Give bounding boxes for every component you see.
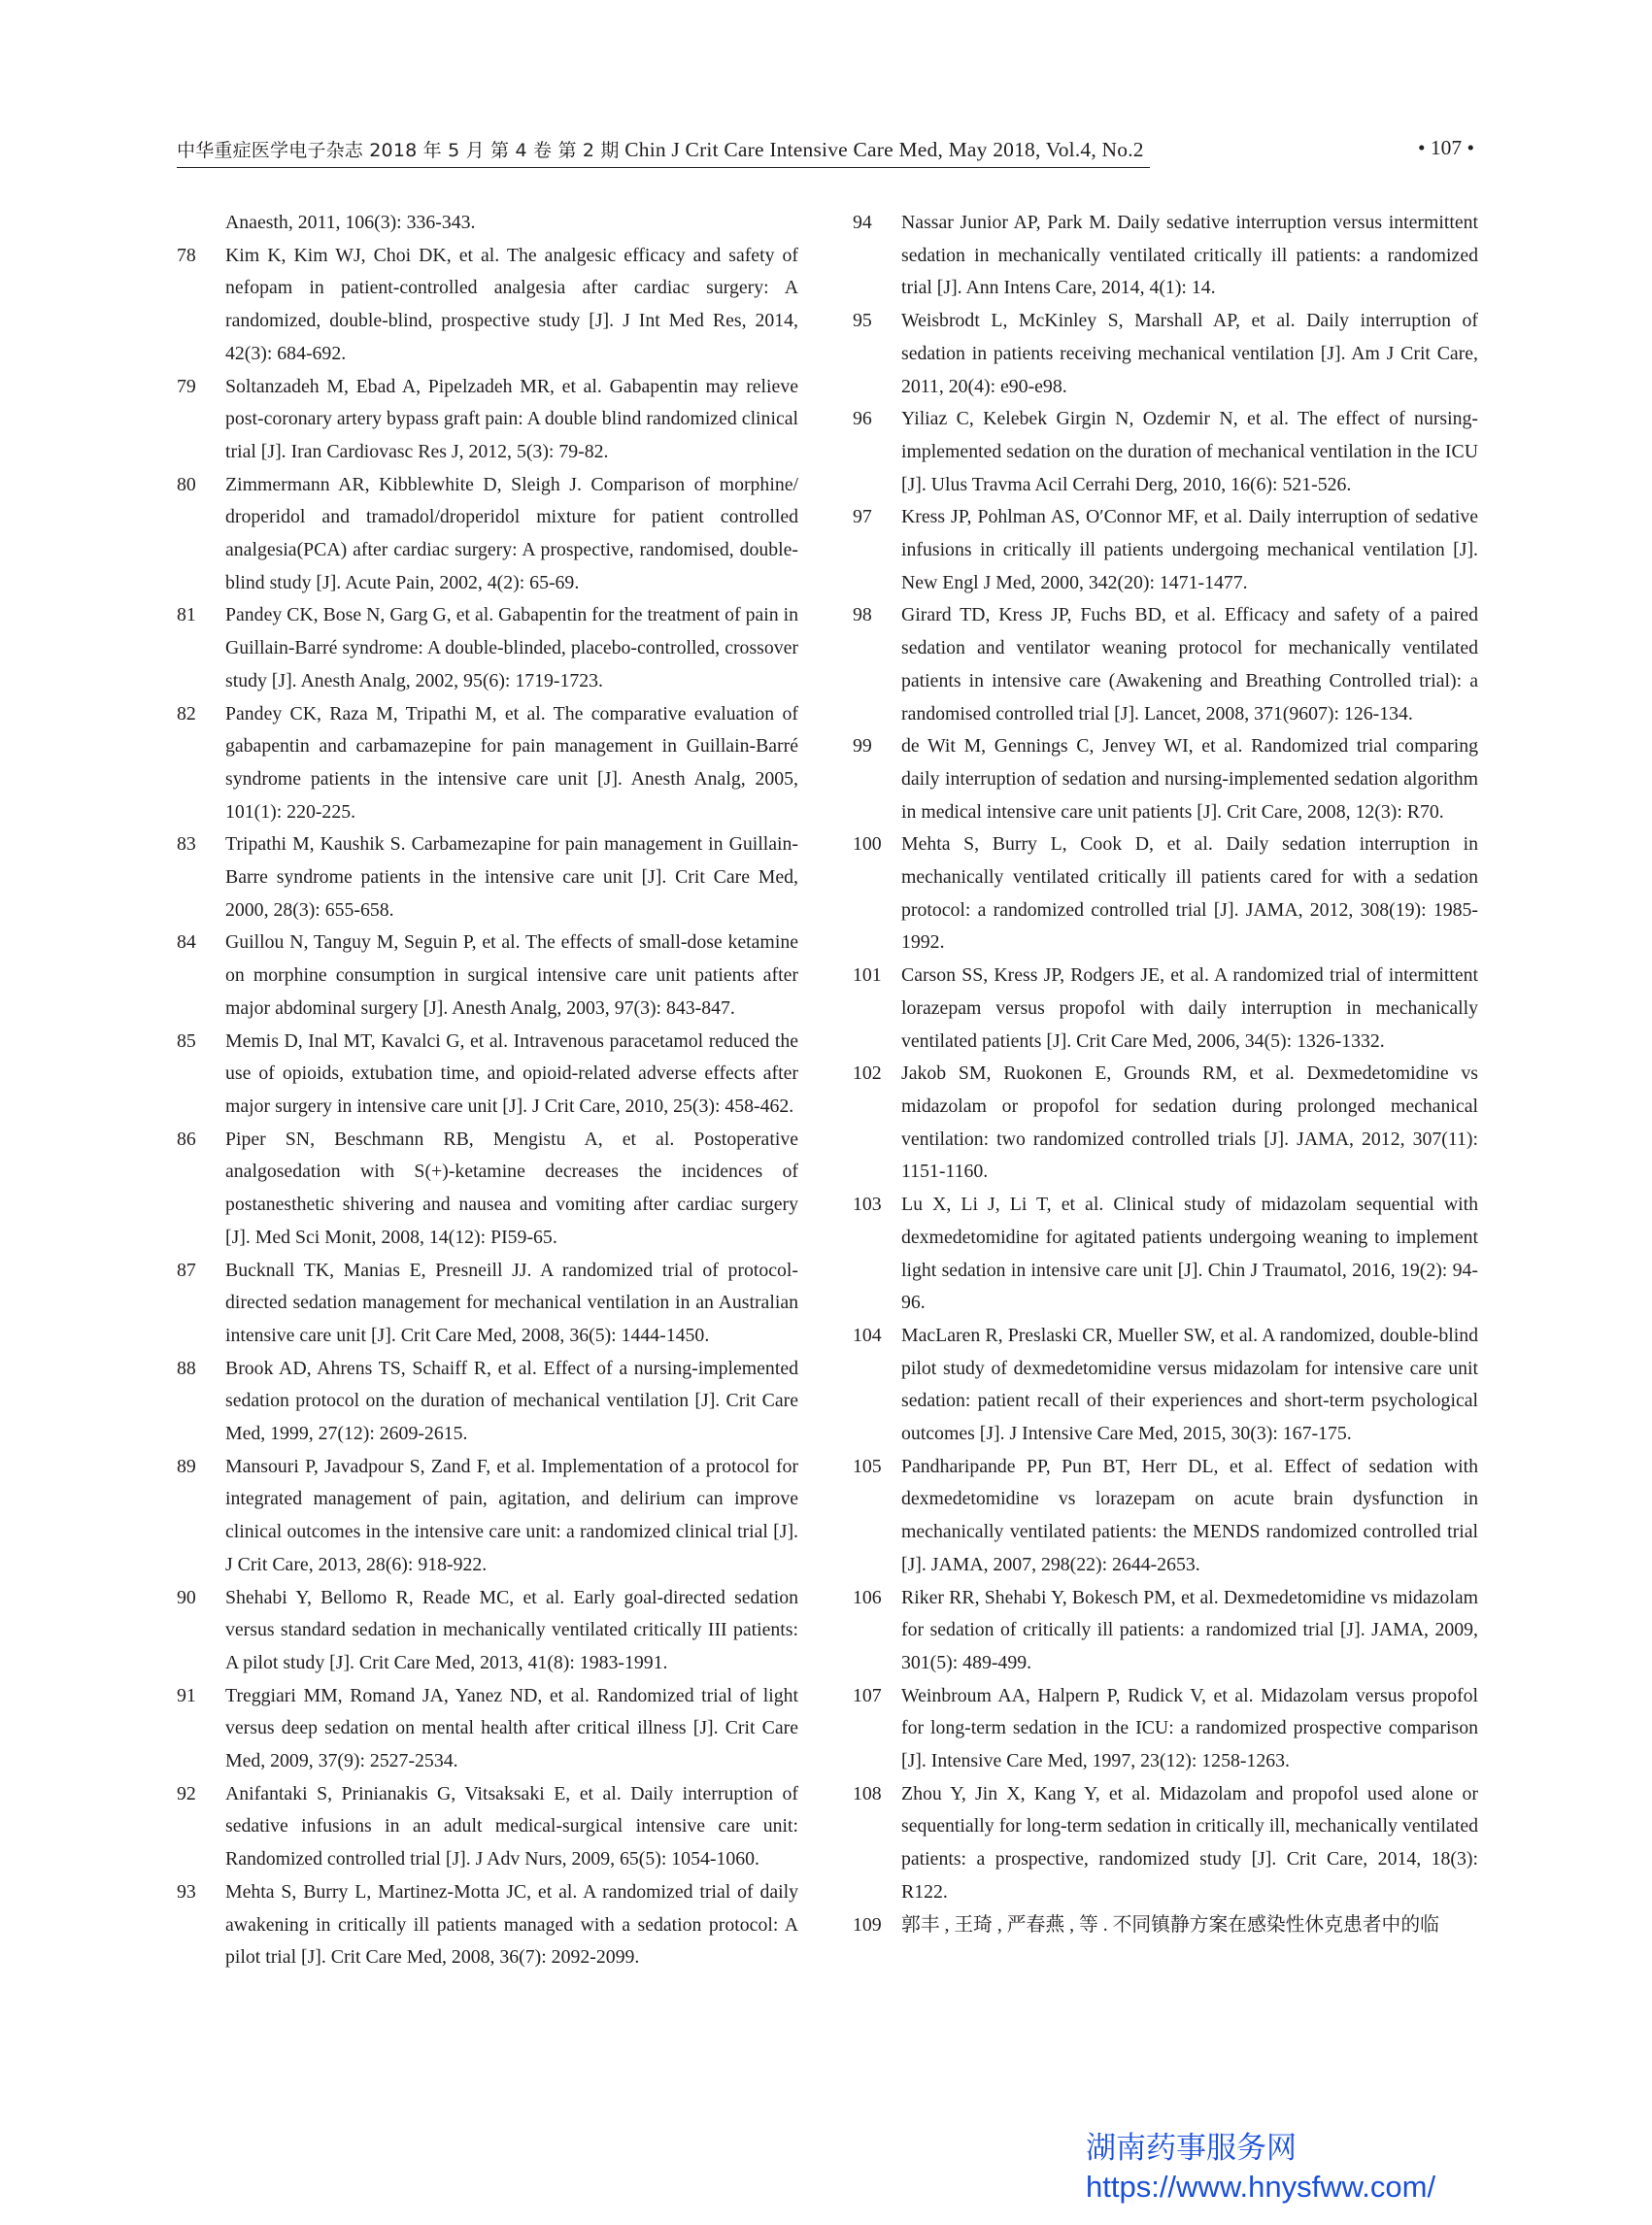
- reference-text: Girard TD, Kress JP, Fuchs BD, et al. Efficacy and safety of a paired sedation and ventilator weaning protocol for mechanically ventilated patients in intensive care (Awakening and Breathing Controlled trial): a randomised controlled trial [J]. Lancet, 2008, 371(9607): 126-134.: [901, 604, 1478, 725]
- reference-number: 87: [177, 1259, 196, 1281]
- page-number: • 107 •: [1417, 136, 1474, 159]
- reference-text: Yiliaz C, Kelebek Girgin N, Ozdemir N, et al. The effect of nursing-implemented sedation on the duration of mechanical ventilation in the ICU [J]. Ulus Travma Acil Cerrahi Derg, 2010, 16(6): 521-526.: [901, 408, 1478, 495]
- reference-item: [177, 1680, 798, 1778]
- journal-citation: [177, 136, 1144, 162]
- reference-item: [177, 1451, 798, 1582]
- reference-number: 85: [177, 1029, 196, 1052]
- reference-text: Lu X, Li J, Li T, et al. Clinical study of midazolam sequential with dexmedetomidine for agitated patients undergoing weaning to implement light sedation in intensive care unit [J]. Chin J Traumatol, 2016, 19(2): 94-96.: [901, 1194, 1478, 1314]
- reference-number: 94: [853, 212, 872, 233]
- reference-text: de Wit M, Gennings C, Jenvey WI, et al. Randomized trial comparing daily interruption of sedation and nursing-implemented sedation algorithm in medical intensive care unit patients [J]. Crit Care, 2008, 12(3): R70.: [901, 735, 1478, 823]
- reference-text: Weisbrodt L, McKinley S, Marshall AP, et al. Daily interruption of sedation in patients receiving mechanical ventilation [J]. Am J Crit Care, 2011, 20(4): e90-e98.: [901, 310, 1478, 397]
- reference-number: 84: [177, 931, 196, 954]
- reference-number: 78: [177, 244, 196, 266]
- reference-number: 102: [853, 1062, 882, 1085]
- reference-text: Riker RR, Shehabi Y, Bokesch PM, et al. Dexmedetomidine vs midazolam for sedation of critically ill patients: a randomized trial [J]. JAMA, 2009, 301(5): 489-499.: [901, 1586, 1478, 1673]
- reference-text: Anifantaki S, Prinianakis G, Vitsaksaki E, et al. Daily interruption of sedative infusions in an adult medical-surgical intensive care unit: Randomized controlled trial [J]. J Adv Nurs, 2009, 65(5): 1054-1060.: [225, 1782, 798, 1871]
- reference-text: MacLaren R, Preslaski CR, Mueller SW, et al. A randomized, double-blind pilot study of dexmedetomidine versus midazolam for intensive care unit sedation: patient recall of their experiences and short-term psychological outcomes [J]. J Intensive Care Med, 2015, 30(3): 167-175.: [901, 1324, 1478, 1445]
- reference-item: [853, 403, 1478, 501]
- reference-text: Soltanzadeh M, Ebad A, Pipelzadeh MR, et al. Gabapentin may relieve post-coronary artery bypass graft pain: A double blind randomized clinical trial [J]. Iran Cardiovasc Res J, 2012, 5(3): 79-82.: [225, 375, 798, 462]
- references-column-left: [177, 207, 798, 1974]
- reference-text: Carson SS, Kress JP, Rodgers JE, et al. A randomized trial of intermittent lorazepam versus propofol with daily interruption in mechanically ventilated patients [J]. Crit Care Med, 2006, 34(5): 1326-1332.: [901, 964, 1478, 1052]
- reference-number: 88: [177, 1357, 196, 1379]
- reference-item: [853, 730, 1478, 828]
- reference-number: 83: [177, 833, 196, 856]
- reference-number: 86: [177, 1128, 196, 1150]
- reference-number: 82: [177, 702, 196, 725]
- reference-number: 80: [177, 473, 196, 495]
- reference-text: Pandey CK, Raza M, Tripathi M, et al. The comparative evaluation of gabapentin and carbamazepine for pain management in Guillain-Barré syndrome patients in the intensive care unit [J]. Anesth Analg, 2005, 101(1): 220-225.: [225, 702, 798, 823]
- reference-number: 79: [177, 375, 196, 397]
- reference-number: 108: [853, 1782, 882, 1804]
- reference-number: 99: [853, 735, 872, 758]
- reference-item: [177, 371, 798, 469]
- reference-text: Kim K, Kim WJ, Choi DK, et al. The analgesic efficacy and safety of nefopam in patient-controlled analgesia after cardiac surgery: A randomized, double-blind, prospective study [J]. J Int Med Res, 2014, 42(3): 684-692.: [225, 244, 798, 364]
- reference-item: [853, 1320, 1478, 1451]
- reference-item: [853, 1680, 1478, 1778]
- reference-text: Zimmermann AR, Kibblewhite D, Sleigh J. Comparison of morphine/ droperidol and tramadol/droperidol mixture for patient controlled analgesia(PCA) after cardiac surgery: A prospective, randomised, double-blind study [J]. Acute Pain, 2002, 4(2): 65-69.: [225, 473, 798, 593]
- reference-text: Pandey CK, Bose N, Garg G, et al. Gabapentin for the treatment of pain in Guillain-Barré syndrome: A double-blinded, placebo-controlled, crossover study [J]. Anesth Analg, 2002, 95(6): 1719-1723.: [225, 604, 798, 691]
- reference-item: [177, 599, 798, 697]
- reference-text: Treggiari MM, Romand JA, Yanez ND, et al. Randomized trial of light versus deep sedation on mental health after critical illness [J]. Crit Care Med, 2009, 37(9): 2527-2534.: [225, 1684, 798, 1772]
- reference-item: [177, 698, 798, 829]
- reference-item: [853, 305, 1478, 403]
- reference-item: [853, 1778, 1478, 1909]
- reference-text: Bucknall TK, Manias E, Presneill JJ. A randomized trial of protocol-directed sedation management for mechanical ventilation in an Australian intensive care unit [J]. Crit Care Med, 2008, 36(5): 1444-1450.: [225, 1259, 798, 1346]
- reference-item: [853, 1582, 1478, 1680]
- header-rule: [177, 167, 1150, 168]
- reference-item: [853, 1909, 1478, 1942]
- reference-item: [177, 1876, 798, 1974]
- journal-citation-zh: 中华重症医学电子杂志 2018 年 5 月 第 4 卷 第 2 期: [177, 140, 620, 161]
- reference-text: Nassar Junior AP, Park M. Daily sedative interruption versus intermittent sedation in mechanically ventilated critically ill patients: a randomized trial [J]. Ann Intens Care, 2014, 4(1): 14.: [901, 212, 1478, 299]
- reference-item: [853, 599, 1478, 730]
- reference-number: 97: [853, 506, 872, 528]
- reference-item: [853, 1189, 1478, 1320]
- reference-text: Memis D, Inal MT, Kavalci G, et al. Intravenous paracetamol reduced the use of opioids, extubation time, and opioid-related adverse effects after major surgery in intensive care unit [J]. J Crit Care, 2010, 25(3): 458-462.: [225, 1029, 798, 1117]
- reference-item: [853, 1058, 1478, 1189]
- reference-text: Pandharipande PP, Pun BT, Herr DL, et al. Effect of sedation with dexmedetomidine vs lorazepam on acute brain dysfunction in mechanically ventilated patients: the MENDS randomized controlled trial [J]. JAMA, 2007, 298(22): 2644-2653.: [901, 1455, 1478, 1575]
- reference-number: 107: [853, 1684, 882, 1706]
- reference-number: 92: [177, 1782, 196, 1804]
- reference-number: 81: [177, 604, 196, 626]
- reference-item: [177, 1353, 798, 1451]
- reference-number: 89: [177, 1455, 196, 1477]
- reference-item: [853, 828, 1478, 960]
- reference-item: [853, 207, 1478, 305]
- reference-text: Shehabi Y, Bellomo R, Reade MC, et al. Early goal-directed sedation versus standard sedation in mechanically ventilated critically III patients: A pilot study [J]. Crit Care Med, 2013, 41(8): 1983-1991.: [225, 1586, 798, 1673]
- reference-number: 106: [853, 1586, 882, 1608]
- reference-item: [853, 1451, 1478, 1582]
- reference-text: Mansouri P, Javadpour S, Zand F, et al. Implementation of a protocol for integrated management of pain, agitation, and delirium can improve clinical outcomes in the intensive care unit: a randomized clinical trial [J]. J Crit Care, 2013, 28(6): 918-922.: [225, 1455, 798, 1575]
- reference-text: Kress JP, Pohlman AS, O′Connor MF, et al. Daily interruption of sedative infusions in critically ill patients undergoing mechanical ventilation [J]. New Engl J Med, 2000, 342(20): 1471-1477.: [901, 506, 1478, 593]
- reference-item: [177, 1026, 798, 1124]
- reference-text: Mehta S, Burry L, Cook D, et al. Daily sedation interruption in mechanically ventilated critically ill patients cared for with a sedation protocol: a randomized controlled trial [J]. JAMA, 2012, 308(19): 1985-1992.: [901, 833, 1478, 954]
- reference-number: 95: [853, 310, 872, 332]
- reference-text: Anaesth, 2011, 106(3): 336-343.: [225, 212, 476, 233]
- reference-number: 101: [853, 964, 882, 987]
- reference-item: [177, 927, 798, 1025]
- reference-item: [177, 1778, 798, 1876]
- reference-number: 91: [177, 1684, 196, 1706]
- reference-text: Mehta S, Burry L, Martinez-Motta JC, et al. A randomized trial of daily awakening in critically ill patients managed with a sedation protocol: A pilot trial [J]. Crit Care Med, 2008, 36(7): 2092-2099.: [225, 1880, 798, 1969]
- reference-text: Guillou N, Tanguy M, Seguin P, et al. The effects of small-dose ketamine on morphine consumption in surgical intensive care unit patients after major abdominal surgery [J]. Anesth Analg, 2003, 97(3): 843-847.: [225, 931, 798, 1019]
- reference-number: 96: [853, 408, 872, 430]
- reference-number: 104: [853, 1324, 882, 1346]
- reference-number: 93: [177, 1880, 196, 1903]
- reference-item: [177, 240, 798, 371]
- reference-text: Tripathi M, Kaushik S. Carbamezapine for pain management in Guillain-Barre syndrome patients in the intensive care unit [J]. Crit Care Med, 2000, 28(3): 655-658.: [225, 833, 798, 921]
- reference-text: Zhou Y, Jin X, Kang Y, et al. Midazolam and propofol used alone or sequentially for long-term sedation in critically ill, mechanically ventilated patients: a prospective, randomized study [J]. Crit Care, 2014, 18(3): R122.: [901, 1782, 1478, 1903]
- reference-item: [177, 828, 798, 927]
- reference-text: Jakob SM, Ruokonen E, Grounds RM, et al. Dexmedetomidine vs midazolam or propofol for sedation during prolonged mechanical ventilation: two randomized controlled trials [J]. JAMA, 2012, 307(11): 1151-1160.: [901, 1062, 1478, 1183]
- reference-number: 100: [853, 833, 882, 856]
- reference-item: [177, 1582, 798, 1680]
- watermark-site-name: 湖南药事服务网: [1086, 2131, 1297, 2166]
- reference-number: 105: [853, 1455, 882, 1477]
- reference-item: [853, 960, 1478, 1058]
- reference-text: 郭丰 , 王琦 , 严春燕 , 等 . 不同镇静方案在感染性休克患者中的临: [901, 1913, 1439, 1936]
- running-header: [177, 136, 1474, 169]
- watermark-url[interactable]: https://www.hnysfww.com/: [1086, 2170, 1436, 2204]
- reference-item: [177, 469, 798, 600]
- references-column-right: [853, 207, 1478, 1941]
- reference-number: 98: [853, 604, 872, 626]
- reference-number: 90: [177, 1586, 196, 1608]
- journal-citation-en: Chin J Crit Care Intensive Care Med, May 2018, Vol.4, No.2: [624, 138, 1144, 161]
- reference-text: Piper SN, Beschmann RB, Mengistu A, et al. Postoperative analgosedation with S(+)-ketamine decreases the incidences of postanesthetic shivering and nausea and vomiting after cardiac surgery [J]. Med Sci Monit, 2008, 14(12): PI59-65.: [225, 1128, 798, 1248]
- reference-number: 103: [853, 1194, 882, 1216]
- watermark: [1086, 2129, 1435, 2207]
- reference-item: [177, 1255, 798, 1353]
- reference-text: Brook AD, Ahrens TS, Schaiff R, et al. Effect of a nursing-implemented sedation protocol on the duration of mechanical ventilation [J]. Crit Care Med, 1999, 27(12): 2609-2615.: [225, 1357, 798, 1445]
- reference-text: Weinbroum AA, Halpern P, Rudick V, et al. Midazolam versus propofol for long-term sedation in the ICU: a randomized prospective comparison [J]. Intensive Care Med, 1997, 23(12): 1258-1263.: [901, 1684, 1478, 1772]
- reference-continuation: [177, 207, 798, 240]
- reference-item: [177, 1124, 798, 1255]
- reference-number: 109: [853, 1913, 882, 1936]
- reference-item: [853, 501, 1478, 599]
